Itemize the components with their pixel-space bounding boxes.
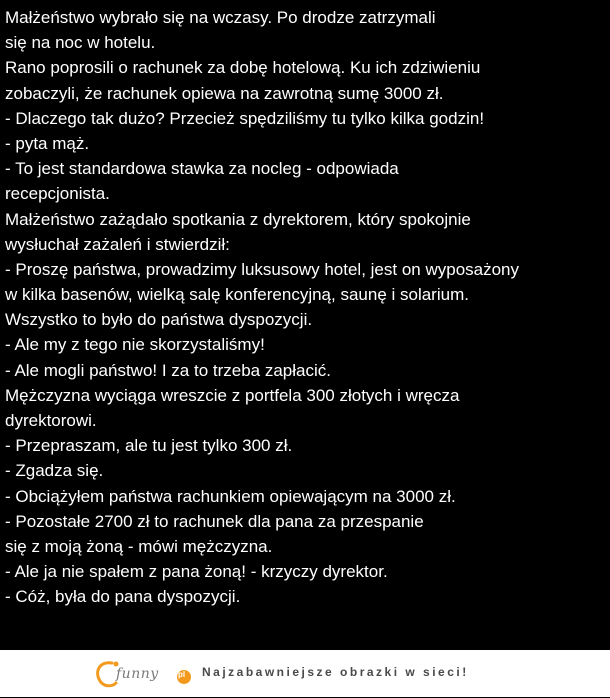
logo-wordmark: funny bbox=[116, 666, 159, 682]
story-line: - pyta mąż. bbox=[5, 133, 90, 153]
story-line: się na noc w hotelu. bbox=[5, 33, 156, 53]
story-line: recepcjonista. bbox=[5, 184, 110, 204]
story-line: - Przepraszam, ale tu jest tylko 300 zł. bbox=[5, 436, 293, 456]
story-line: - Obciążyłem państwa rachunkiem opiewającym na 3000 zł. bbox=[5, 486, 456, 506]
story-line: zobaczyli, że rachunek opiewa na zawrotną sumę 3000 zł. bbox=[5, 83, 444, 103]
site-tagline: Najzabawniejsze obrazki w sieci! bbox=[202, 665, 469, 679]
footer-bar bbox=[0, 650, 610, 697]
story-line: Mężczyzna wyciąga wreszcie z portfela 300 złotych i wręcza bbox=[5, 385, 460, 405]
story-line: - To jest standardowa stawka za nocleg - odpowiada bbox=[5, 159, 399, 179]
story-line: Wszystko to było do państwa dyspozycji. bbox=[5, 310, 313, 330]
story-line: dyrektorowi. bbox=[5, 411, 97, 430]
story-line: - Dlaczego tak dużo? Przecież spędziliśmy tu tylko kilka godzin! bbox=[5, 108, 485, 128]
story-line: - Ale ja nie spałem z pana żoną! - krzyczy dyrektor. bbox=[5, 562, 388, 582]
story-line: Małżeństwo zażądało spotkania z dyrektorem, który spokojnie bbox=[5, 209, 471, 229]
story-line: - Ale mogli państwo! I za to trzeba zapłacić. bbox=[5, 360, 331, 380]
story-line: Małżeństwo wybrało się na wczasy. Po drodze zatrzymali bbox=[5, 8, 436, 27]
story-line: w kilka basenów, wielką salę konferencyjną, saunę i solarium. bbox=[5, 285, 469, 305]
story-line: - Proszę państwa, prowadzimy luksusowy hotel, jest on wyposażony bbox=[5, 259, 520, 279]
story-line: - Zgadza się. bbox=[5, 461, 104, 481]
story-line: wysłuchał zażaleń i stwierdził: bbox=[5, 234, 230, 254]
story-line: - Cóż, była do pana dyspozycji. bbox=[5, 587, 241, 607]
story-line: Rano poprosili o rachunek za dobę hotelową. Ku ich zdziwieniu bbox=[5, 58, 481, 78]
story-line: - Pozostałe 2700 zł to rachunek dla pana za przespanie bbox=[5, 511, 424, 531]
story-line: - Ale my z tego nie skorzystaliśmy! bbox=[5, 335, 265, 355]
story-line: się z moją żoną - mówi mężczyzna. bbox=[5, 536, 273, 556]
logo-badge: pl bbox=[178, 670, 186, 679]
funny-logo[interactable] bbox=[92, 657, 198, 693]
